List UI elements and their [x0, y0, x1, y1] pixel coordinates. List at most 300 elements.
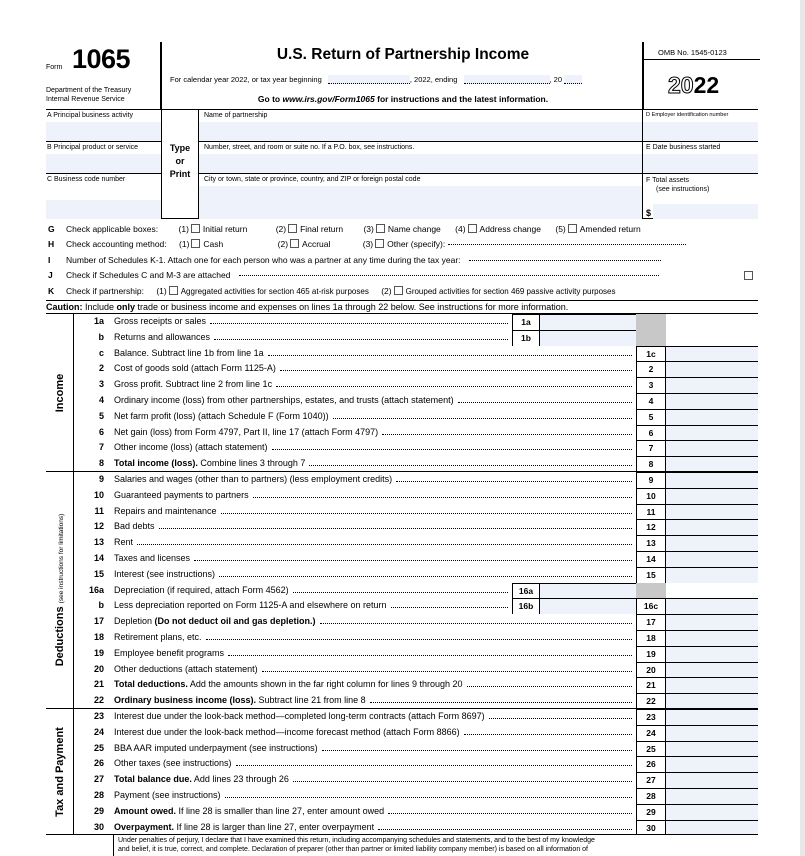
label-partnership-name: Name of partnership	[204, 112, 268, 119]
line-number: 13	[93, 537, 104, 548]
j-label: Check if Schedules C and M-3 are attached	[66, 270, 231, 280]
line-description-bold: Ordinary business income (loss).	[114, 695, 257, 706]
final-return-label: Final return	[300, 224, 344, 234]
section-income	[46, 314, 74, 472]
line-description-bold: Total balance due.	[114, 774, 192, 785]
accrual-checkbox[interactable]	[290, 239, 299, 248]
line-row	[74, 551, 758, 567]
dot-leader	[293, 592, 508, 593]
viewer-edge	[800, 0, 805, 856]
goto-suffix: for instructions and the latest information.	[374, 94, 549, 104]
line-box-label: 21	[636, 677, 666, 693]
dot-leader	[272, 449, 632, 450]
line-description-text: Guaranteed payments to partners	[114, 489, 249, 500]
cash-checkbox[interactable]	[191, 239, 200, 248]
line-description-text: Interest due under the look-back method—completed long-term contracts (attach Form 8697)	[114, 711, 485, 721]
income-deductions-table	[46, 314, 758, 834]
i-label: Number of Schedules K-1. Attach one for each person who was a partner at any time during the tax year:	[66, 255, 461, 265]
line-row	[74, 598, 758, 614]
line-number: 28	[93, 790, 104, 800]
line-description-text: BBA AAR imputed underpayment (see instructions)	[114, 742, 318, 753]
line-description-text: Other deductions (attach statement)	[114, 663, 258, 674]
label-street: Number, street, and room or suite no. If a P.O. box, see instructions.	[204, 144, 415, 151]
line-amount-field[interactable]	[666, 456, 758, 472]
line-number: 22	[93, 695, 104, 706]
line-description	[114, 664, 258, 674]
line-row	[74, 677, 758, 693]
line-description	[114, 585, 289, 595]
grouped-activities-checkbox[interactable]	[394, 286, 403, 295]
line-box-label: 4	[636, 393, 666, 409]
g-opt-num: (3)	[363, 224, 374, 234]
cash-label: Cash	[203, 239, 224, 249]
dot-leader	[210, 323, 508, 324]
dot-leader	[253, 497, 632, 498]
label-total-assets	[646, 174, 709, 194]
name-change-checkbox[interactable]	[376, 224, 385, 233]
line-row	[74, 425, 758, 441]
line-amount-field[interactable]	[666, 472, 758, 488]
line-description-text: Ordinary income (loss) from other partnerships, estates, and trusts (attach statement)	[114, 395, 454, 405]
line-row	[74, 709, 758, 725]
label-principal-activity: A Principal business activity	[47, 112, 133, 119]
caution-text: Include	[82, 302, 117, 312]
line-amount-field[interactable]	[666, 709, 758, 725]
line-number: 21	[93, 679, 104, 690]
line-amount-field[interactable]	[666, 725, 758, 741]
instructions-line	[164, 94, 642, 104]
line-description-text: Gross receipts or sales	[114, 316, 207, 326]
amended-return-label: Amended return	[579, 224, 641, 234]
section-divider	[74, 471, 758, 472]
line-description	[114, 727, 460, 737]
line-amount-field[interactable]	[666, 393, 758, 409]
form-header	[46, 42, 758, 110]
line-box-label: 3	[636, 377, 666, 393]
city-state-zip-field[interactable]	[199, 186, 642, 219]
line-description	[114, 490, 249, 500]
line-number: 29	[93, 805, 104, 816]
line-description-bold: Amount owed.	[114, 805, 176, 816]
line-number: 7	[98, 442, 104, 453]
line-description	[114, 332, 210, 342]
line-description	[114, 363, 276, 373]
goto-url[interactable]: www.irs.gov/Form1065	[282, 94, 375, 104]
line-description-text: Add the amounts shown in the far right column for lines 9 through 20	[187, 679, 463, 690]
date-started-field[interactable]	[643, 154, 758, 173]
g-opt-num: (4)	[455, 224, 466, 234]
line-description-text: If line 28 is smaller than line 27, enter amount owed	[176, 805, 385, 816]
shaded-cell	[636, 583, 666, 599]
line-row	[74, 614, 758, 630]
line-row	[74, 630, 758, 646]
line-description	[114, 774, 289, 784]
line-description-text: Other taxes (see instructions)	[114, 758, 232, 769]
line-number: 19	[93, 647, 104, 658]
line-box-label: 1c	[636, 346, 666, 362]
dot-leader	[382, 434, 632, 435]
line-box-label: 10	[636, 488, 666, 504]
line-box-label: 8	[636, 456, 666, 472]
department-line: Internal Revenue Service	[46, 96, 125, 103]
line-description-text: Interest due under the look-back method—income forecast method (attach Form 8866)	[114, 726, 460, 737]
form-word: Form	[46, 64, 63, 71]
line-box-label: 30	[636, 820, 666, 836]
inner-line-label: 1a	[512, 314, 540, 330]
principal-product-field[interactable]	[46, 154, 161, 173]
line-amount-field[interactable]	[666, 677, 758, 693]
line-row	[74, 567, 758, 583]
dot-leader	[293, 781, 632, 782]
tax-year	[668, 72, 719, 99]
line-number: 9	[98, 474, 104, 484]
calendar-prefix: For calendar year 2022, or tax year beginning	[170, 75, 322, 84]
line-amount-field[interactable]	[666, 598, 758, 614]
line-description	[114, 616, 316, 626]
letter-i: I	[48, 255, 51, 265]
line-amount-field[interactable]	[666, 535, 758, 551]
dot-leader	[333, 418, 632, 419]
line-description-text: Returns and allowances	[114, 331, 211, 342]
dot-leader	[206, 639, 632, 640]
caution-line	[46, 300, 758, 314]
j-content	[66, 270, 659, 280]
line-description	[114, 790, 221, 800]
letter-j: J	[48, 270, 53, 280]
line-description-text: Taxes and licenses	[114, 553, 191, 563]
line-description	[114, 537, 133, 547]
line-amount-field[interactable]	[666, 662, 758, 678]
dot-leader	[396, 481, 632, 482]
k-content	[66, 286, 615, 296]
line-box-label: 13	[636, 535, 666, 551]
business-code-field[interactable]	[46, 200, 161, 219]
name-change-label: Name change	[387, 224, 441, 234]
h-opt-num: (2)	[277, 239, 289, 249]
line-row	[74, 583, 758, 599]
line-description	[114, 806, 384, 816]
line-number: 3	[98, 379, 104, 390]
line-row	[74, 314, 758, 330]
line-box-label: 14	[636, 551, 666, 567]
line-description-text: Payment (see instructions)	[114, 790, 221, 800]
calendar-year-line	[170, 75, 582, 84]
line-amount-field[interactable]	[666, 377, 758, 393]
line-description	[114, 695, 366, 705]
dot-leader	[458, 402, 632, 403]
line-description	[114, 600, 387, 610]
dot-leader	[219, 576, 632, 577]
address-change-checkbox[interactable]	[468, 224, 477, 233]
accrual-label: Accrual	[302, 239, 331, 249]
line-description-text: Interest (see instructions)	[114, 568, 216, 579]
address-change-label: Address change	[479, 224, 541, 234]
line-row	[74, 788, 758, 804]
line-amount-field[interactable]	[666, 788, 758, 804]
line-box-label: 26	[636, 756, 666, 772]
line-box-label: 23	[636, 709, 666, 725]
total-assets-note: (see instructions)	[656, 186, 710, 193]
aggregated-activities-checkbox[interactable]	[169, 286, 178, 295]
other-method-label: Other (specify):	[387, 239, 446, 249]
line-amount-field[interactable]	[666, 551, 758, 567]
section-income-label: Income	[53, 373, 66, 412]
k1-count-field[interactable]	[469, 260, 661, 261]
line-description	[114, 711, 485, 721]
line-row	[74, 725, 758, 741]
line-box-label: 27	[636, 772, 666, 788]
line-amount-field[interactable]	[666, 741, 758, 757]
dot-leader	[322, 750, 632, 751]
h-opt-num: (1)	[179, 239, 190, 249]
line-number: 18	[93, 632, 104, 642]
line-box-label: 18	[636, 630, 666, 646]
line-description	[114, 348, 264, 358]
h-content	[66, 239, 686, 249]
line-row	[74, 330, 758, 346]
section-tax-payment-label: Tax and Payment	[53, 727, 66, 817]
h-opt-num: (3)	[362, 239, 374, 249]
total-assets-field[interactable]	[653, 204, 758, 219]
sign-here-area	[46, 834, 114, 856]
line-number: 4	[98, 395, 104, 405]
line-row	[74, 741, 758, 757]
dot-leader	[268, 355, 632, 356]
inner-amount-field[interactable]	[540, 314, 636, 330]
shaded-cell	[636, 314, 666, 330]
line-description-text: Add lines 23 through 26	[191, 774, 289, 785]
penalties-statement	[114, 834, 758, 856]
label-date-started: E Date business started	[646, 144, 721, 151]
schedules-c-m3-checkbox[interactable]	[744, 271, 753, 280]
line-description-text: Net farm profit (loss) (attach Schedule F (Form 1040))	[114, 410, 329, 421]
form-id-block	[46, 42, 162, 110]
line-description	[114, 648, 224, 658]
section-deductions-label	[54, 514, 66, 667]
line-description-text: Less depreciation reported on Form 1125-A and elsewhere on return	[114, 600, 387, 611]
dot-leader	[236, 765, 632, 766]
inner-line-label: 1b	[512, 330, 540, 346]
dot-leader	[137, 544, 632, 545]
line-number: 8	[98, 458, 104, 469]
line-description-text: Gross profit. Subtract line 2 from line 1c	[114, 379, 273, 390]
street-address-field[interactable]	[199, 154, 642, 173]
amended-return-checkbox[interactable]	[568, 224, 577, 233]
dot-leader	[262, 671, 632, 672]
dot-leader	[309, 465, 632, 466]
final-return-checkbox[interactable]	[288, 224, 297, 233]
section-divider	[74, 708, 758, 709]
dot-leader	[378, 829, 632, 830]
g-label: Check applicable boxes:	[66, 224, 159, 234]
line-number: 17	[93, 616, 104, 627]
department-label	[46, 86, 131, 104]
shaded-cell	[636, 330, 666, 346]
line-description-bold: Overpayment.	[114, 821, 175, 832]
line-amount-field[interactable]	[666, 409, 758, 425]
line-description-text: Subtract line 21 from line 8	[256, 695, 366, 706]
line-row	[74, 377, 758, 393]
dot-leader	[467, 686, 632, 687]
label-principal-product: B Principal product or service	[47, 144, 139, 151]
line-number: 2	[98, 363, 104, 374]
line-box-label: 17	[636, 614, 666, 630]
line-number: 15	[93, 568, 104, 579]
line-description	[114, 427, 378, 437]
line-description-bold: Total income (loss).	[114, 458, 198, 469]
line-amount-field[interactable]	[666, 646, 758, 662]
tax-year-begin-field[interactable]	[328, 75, 410, 84]
line-description	[114, 679, 463, 689]
dot-leader	[464, 734, 632, 735]
line-description	[114, 458, 305, 468]
line-amount-field[interactable]	[666, 804, 758, 820]
other-method-field[interactable]	[448, 244, 686, 245]
line-number: b	[98, 600, 104, 611]
line-amount-field[interactable]	[666, 346, 758, 362]
form-number: 1065	[72, 44, 131, 74]
letter-k: K	[48, 286, 55, 296]
penalties-line: and belief, it is true, correct, and complete. Declaration of preparer (other than partner or limited liability company member) is based on all information of	[118, 845, 589, 853]
tax-year-end-year-field[interactable]	[564, 75, 582, 84]
line-row	[74, 440, 758, 456]
line-number: 20	[93, 663, 104, 674]
line-amount-field[interactable]	[666, 772, 758, 788]
line-description-text: Salaries and wages (other than to partners) (less employment credits)	[114, 474, 393, 484]
line-row	[74, 456, 758, 472]
line-description	[114, 442, 268, 452]
line-description	[114, 379, 272, 389]
line-row	[74, 488, 758, 504]
dot-leader	[320, 623, 632, 624]
line-box-label: 29	[636, 804, 666, 820]
dot-leader	[221, 513, 632, 514]
line-box-label: 19	[636, 646, 666, 662]
calendar-end: , 20	[549, 75, 563, 84]
line-box-label: 9	[636, 472, 666, 488]
section-tax-payment	[46, 709, 74, 835]
line-description-text: Bad debts	[114, 521, 155, 532]
line-amount-field[interactable]	[666, 630, 758, 646]
line-description	[114, 553, 190, 563]
deductions-word: Deductions	[53, 606, 66, 667]
line-description	[114, 758, 232, 768]
dot-leader	[159, 528, 632, 529]
caution-text: trade or business income and expenses on lines 1a through 22 below. See instructions for more information.	[135, 302, 569, 312]
line-number: 6	[98, 426, 104, 437]
line-number: 1a	[93, 316, 104, 326]
tax-year-end-field[interactable]	[464, 75, 550, 84]
dot-leader	[388, 813, 632, 814]
line-description	[114, 632, 202, 642]
line-row	[74, 662, 758, 678]
partnership-name-field[interactable]	[199, 122, 642, 141]
dot-leader	[228, 655, 632, 656]
line-number: 27	[93, 774, 104, 785]
line-box-label: 11	[636, 504, 666, 520]
dot-leader	[214, 339, 508, 340]
line-amount-field[interactable]	[666, 756, 758, 772]
line-row	[74, 772, 758, 788]
line-row	[74, 472, 758, 488]
dot-leader	[194, 560, 632, 561]
line-description-text: Retirement plans, etc.	[114, 632, 202, 642]
inner-amount-field[interactable]	[540, 583, 636, 599]
dot-leader	[276, 386, 632, 387]
total-assets-line: F Total assets	[646, 177, 690, 184]
line-box-label: 15	[636, 567, 666, 583]
deductions-note: (see instructions for limitations)	[57, 513, 65, 604]
line-description	[114, 395, 454, 405]
initial-return-checkbox[interactable]	[191, 224, 200, 233]
type-or-print-label	[162, 142, 198, 181]
line-amount-field[interactable]	[666, 614, 758, 630]
line-description-text: If line 28 is larger than line 27, enter overpayment	[174, 821, 375, 832]
section-deductions	[46, 472, 74, 709]
aggregated-activities-label: Aggregated activities for section 465 at-risk purposes	[180, 287, 369, 296]
ein-field[interactable]	[643, 122, 758, 141]
line-description-text: Net gain (loss) from Form 4797, Part II, line 17 (attach Form 4797)	[114, 426, 379, 437]
line-description-text: Depreciation (if required, attach Form 4562)	[114, 584, 289, 595]
k-label: Check if partnership:	[66, 286, 144, 296]
line-number: 25	[93, 742, 104, 753]
line-row	[74, 804, 758, 820]
line-amount-field[interactable]	[666, 567, 758, 583]
line-description	[114, 411, 329, 421]
line-row	[74, 346, 758, 362]
line-amount-field[interactable]	[666, 519, 758, 535]
line-description-bold: Total deductions.	[114, 679, 188, 690]
line-amount-field[interactable]	[666, 361, 758, 377]
j-leader	[239, 275, 659, 276]
dot-leader	[370, 702, 632, 703]
omb-number: OMB No. 1545-0123	[644, 42, 760, 60]
line-amount-field[interactable]	[666, 425, 758, 441]
type-word: Type	[169, 143, 191, 153]
inner-amount-field[interactable]	[540, 330, 636, 346]
line-amount-field[interactable]	[666, 693, 758, 709]
line-number: 24	[93, 726, 104, 737]
label-business-code: C Business code number	[47, 176, 126, 183]
inner-amount-field[interactable]	[540, 598, 636, 614]
line-amount-field[interactable]	[666, 440, 758, 456]
line-description-bold: (Do not deduct oil and gas depletion.)	[154, 616, 316, 627]
line-number: 26	[93, 758, 104, 769]
principal-activity-field[interactable]	[46, 122, 161, 141]
caution-word: Caution:	[46, 302, 83, 312]
line-description-text: Rent	[114, 537, 134, 548]
g-opt-num: (2)	[275, 224, 287, 234]
omb-block	[642, 42, 758, 110]
line-row	[74, 535, 758, 551]
line-amount-field[interactable]	[666, 488, 758, 504]
line-number: b	[98, 331, 104, 342]
line-description-text: Depletion	[114, 616, 155, 627]
line-number: 14	[93, 553, 104, 563]
line-box-label: 28	[636, 788, 666, 804]
tax-year-bold: 22	[693, 72, 720, 98]
form-title: U.S. Return of Partnership Income	[276, 46, 530, 63]
line-amount-field[interactable]	[666, 504, 758, 520]
line-row	[74, 519, 758, 535]
line-description-text: Balance. Subtract line 1b from line 1a	[114, 347, 264, 358]
g-opt-num: (1)	[178, 224, 189, 234]
line-row	[74, 504, 758, 520]
other-method-checkbox[interactable]	[375, 239, 384, 248]
grouped-activities-label: Grouped activities for section 469 passive activity purposes	[405, 287, 616, 296]
dot-leader	[391, 607, 509, 608]
line-description-text: Combine lines 3 through 7	[197, 458, 306, 469]
